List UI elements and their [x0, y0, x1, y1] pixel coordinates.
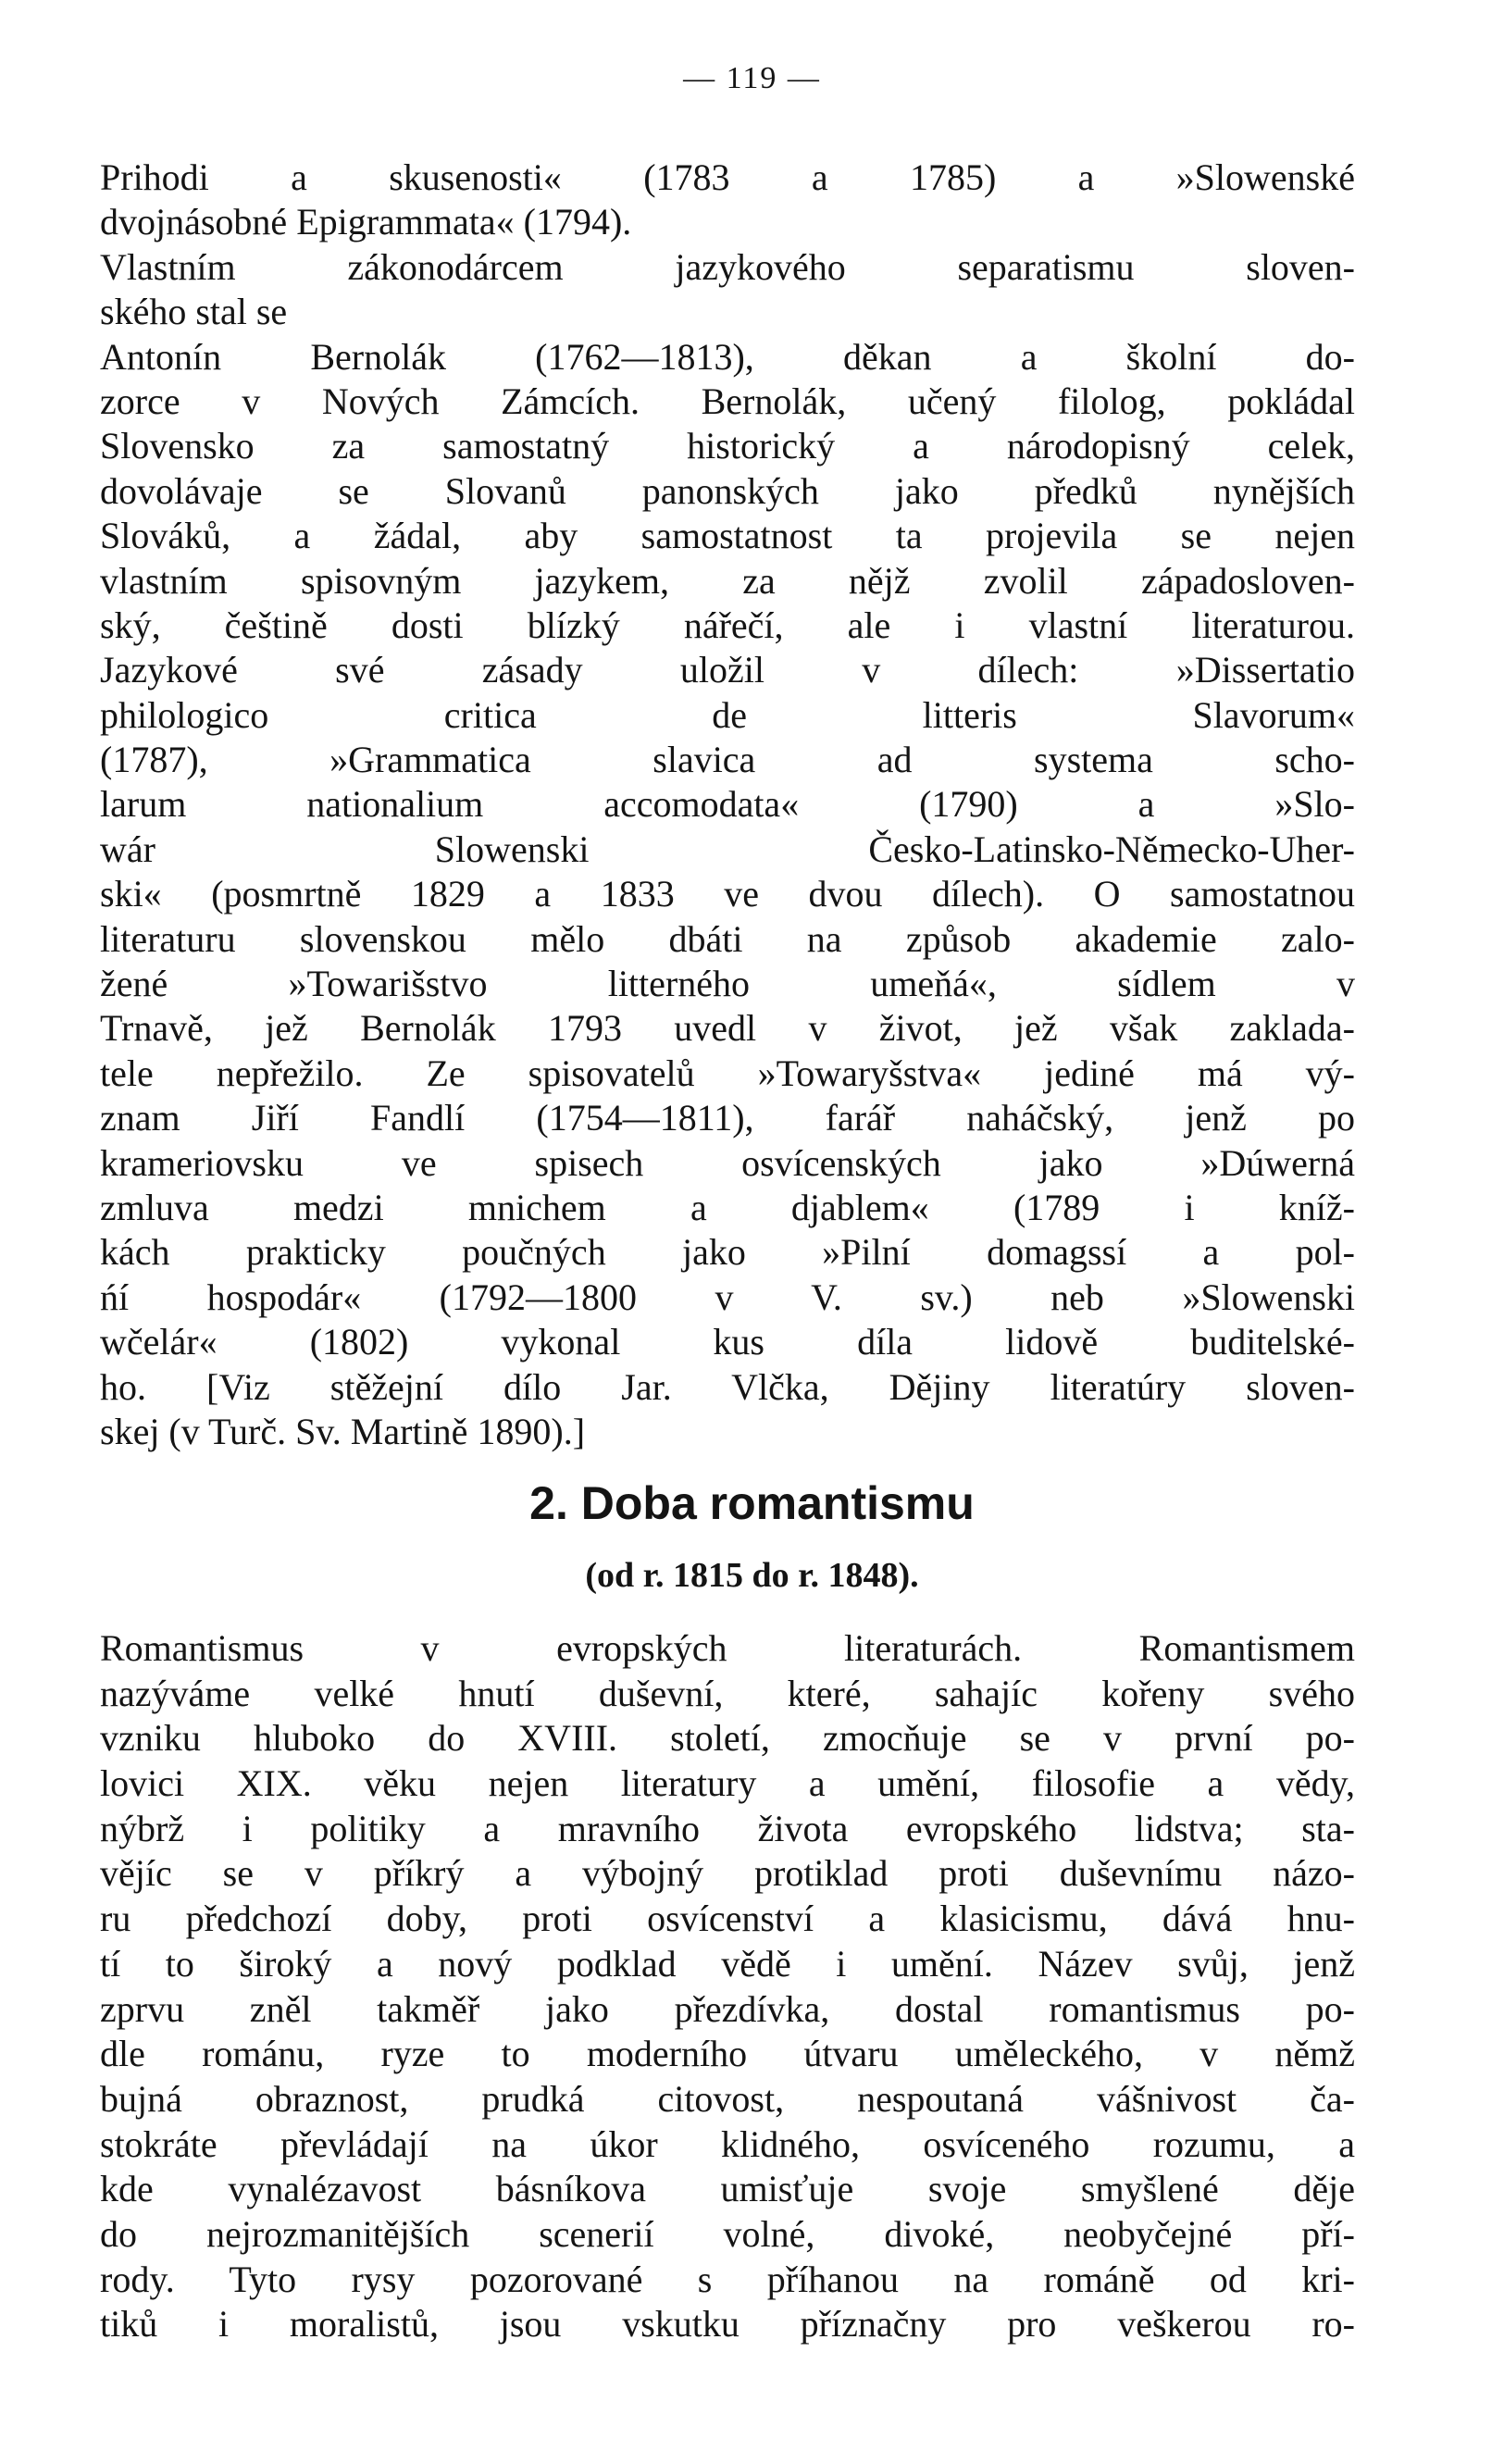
text-line: tele nepřežilo. Ze spisovatelů »Towaryšstva« jediné má vý-: [100, 1052, 1355, 1094]
text-line: Antonín Bernolák (1762—1813), děkan a školní do-: [100, 335, 1355, 378]
text-line: ský, češtině dosti blízký nářečí, ale i vlastní literaturou.: [100, 604, 1355, 646]
section-subheading: (od r. 1815 do r. 1848).: [585, 1556, 919, 1595]
section-heading: 2. Doba romantismu: [529, 1477, 975, 1529]
text-line: ski« (posmrtně 1829 a 1833 ve dvou dílech). O samostatnou: [100, 873, 1355, 915]
text-line: do nejrozmanitějších scenerií volné, divoké, neobyčejné pří-: [100, 2212, 1355, 2255]
text-line: dle románu, ryze to moderního útvaru uměleckého, v němž: [100, 2033, 1355, 2075]
text-line: zorce v Nových Zámcích. Bernolák, učený filolog, pokládal: [100, 380, 1355, 422]
text-line: ho. [Viz stěžejní dílo Jar. Vlčka, Dějiny literatúry sloven-: [100, 1365, 1355, 1408]
text-line: kách prakticky poučných jako »Pilní domagssí a pol-: [100, 1231, 1355, 1274]
text-line: (1787), »Grammatica slavica ad systema scho-: [100, 739, 1355, 781]
text-line: vějíc se v příkrý a výbojný protiklad proti duševnímu názo-: [100, 1852, 1355, 1895]
text-line: kde vynalézavost básníkova umisťuje svoje smyšlené děje: [100, 2168, 1355, 2210]
text-line: rody. Tyto rysy pozorované s příhanou na románě od kri-: [100, 2258, 1355, 2300]
text-line: nýbrž i politiky a mravního života evropského lidstva; sta-: [100, 1807, 1355, 1849]
text-line: dvojnásobné Epigrammata« (1794).: [100, 201, 632, 243]
text-line: ru předchozí doby, proti osvícenství a klasicismu, dává hnu-: [100, 1898, 1355, 1940]
text-line: stokráte převládají na úkor klidného, osvíceného rozumu, a: [100, 2122, 1355, 2165]
text-line: Slováků, a žádal, aby samostatnost ta projevila se nejen: [100, 515, 1355, 557]
text-line: bujná obraznost, prudká citovost, nespoutaná vášnivost ča-: [100, 2077, 1355, 2120]
text-line: Jazykové své zásady uložil v dílech: »Dissertatio: [100, 649, 1355, 691]
text-line: zmluva medzi mnichem a djablem« (1789 i kníž-: [100, 1186, 1355, 1228]
text-line: Vlastním zákonodárcem jazykového separatismu sloven-: [100, 245, 1355, 288]
text-line: Trnavě, jež Bernolák 1793 uvedl v život, jež však zaklada-: [100, 1007, 1355, 1050]
text-line: Prihodi a skusenosti« (1783 a 1785) a »Slowenské: [100, 156, 1355, 198]
text-line: tí to široký a nový podklad vědě i umění. Název svůj, jenž: [100, 1942, 1355, 1985]
text-line: znam Jiří Fandlí (1754—1811), farář naháčský, jenž po: [100, 1097, 1355, 1139]
text-line: larum nationalium accomodata« (1790) a »Slo-: [100, 783, 1355, 826]
body-text: [100, 156, 1355, 1454]
text-line: Slovensko za samostatný historický a národopisný celek,: [100, 425, 1355, 467]
text-line: skej (v Turč. Sv. Martině 1890).]: [100, 1410, 586, 1452]
text-line: vlastním spisovným jazykem, za nějž zvolil západosloven-: [100, 559, 1355, 602]
section-text: [100, 1626, 1355, 2347]
text-line: Romantismus v evropských literaturách. Romantismem: [100, 1627, 1355, 1669]
text-line: vzniku hluboko do XVIII. století, zmocňuje se v první po-: [100, 1717, 1355, 1760]
text-line: wčelár« (1802) vykonal kus díla lidově buditelské-: [100, 1321, 1355, 1363]
text-line: philologico critica de litteris Slavorum«: [100, 693, 1355, 736]
text-line: dovolávaje se Slovanů panonských jako předků nynějších: [100, 469, 1355, 512]
text-line: lovici XIX. věku nejen literatury a umění, filosofie a vědy,: [100, 1762, 1355, 1805]
text-line: krameriovsku ve spisech osvícenských jako »Dúwerná: [100, 1141, 1355, 1184]
text-line: žené »Towarišstvo litterného umeňá«, sídlem v: [100, 963, 1355, 1005]
text-line: literaturu slovenskou mělo dbáti na způsob akademie zalo-: [100, 917, 1355, 960]
text-line: nazýváme velké hnutí duševní, které, sahajíc kořeny svého: [100, 1672, 1355, 1714]
text-line: tiků i moralistů, jsou vskutku příznačny pro veškerou ro-: [100, 2303, 1355, 2346]
text-line: wár Slowenski Česko-Latinsko-Německo-Uher-: [100, 828, 1355, 870]
text-line: ského stal se: [100, 291, 288, 333]
text-line: ńí hospodár« (1792—1800 v V. sv.) neb »Slowenski: [100, 1276, 1355, 1318]
text-line: zprvu zněl takměř jako přezdívka, dostal romantismus po-: [100, 1987, 1355, 2030]
page-number: — 119 —: [683, 61, 821, 95]
